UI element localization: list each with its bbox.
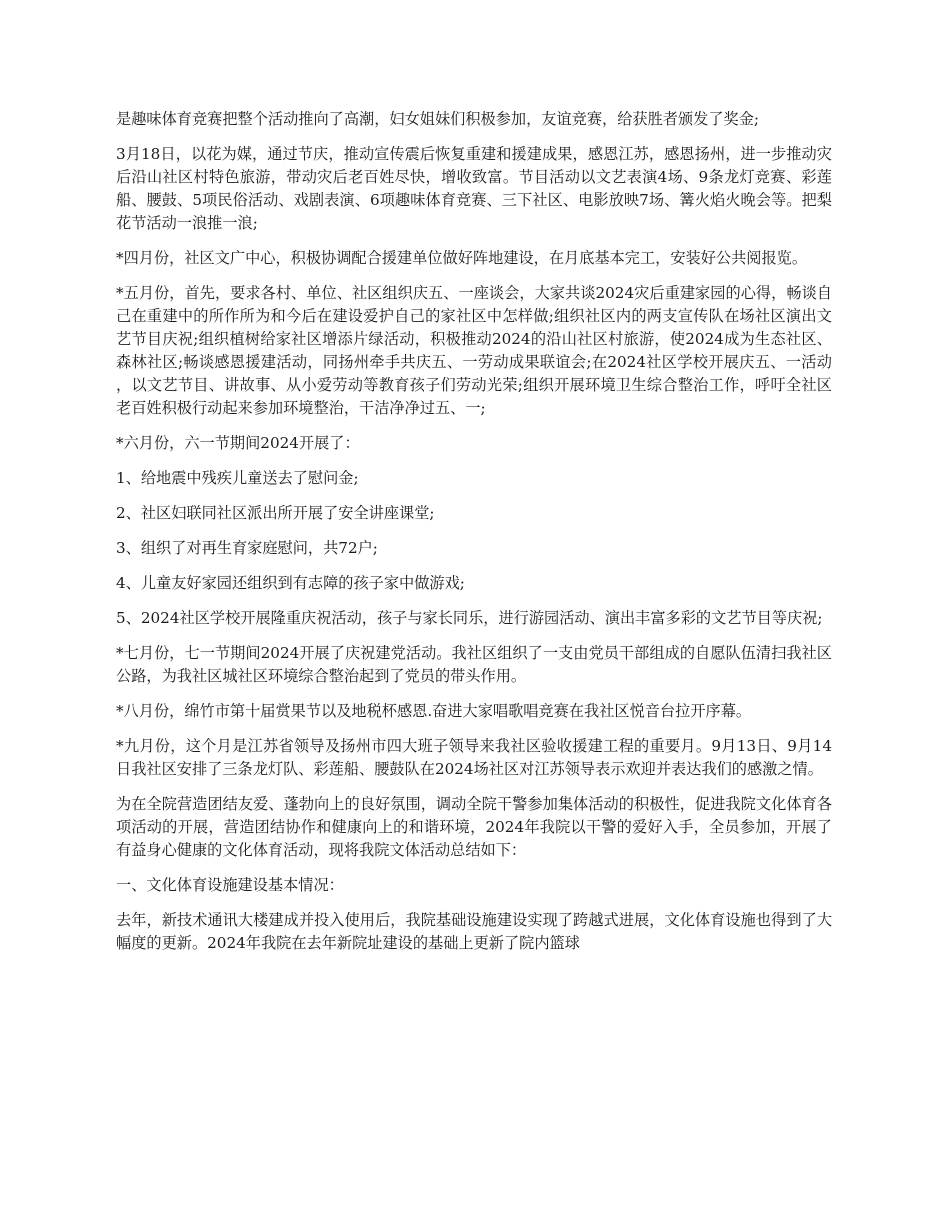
list-item-june-2: 2、社区妇联同社区派出所开展了安全讲座课堂; <box>116 504 435 522</box>
list-item-june-3: 3、组织了对再生育家庭慰问，共72户; <box>116 539 378 557</box>
paragraph-facilities: 去年，新技术通讯大楼建成并投入使用后，我院基础设施建设实现了跨越式进展，文化体育设施也得到了大幅度的更新。2024年我院在去年新院址建设的基础上更新了院内篮球 <box>116 911 832 952</box>
section-heading-facilities: 一、文化体育设施建设基本情况： <box>116 876 344 894</box>
list-item-june-1: 1、给地震中残疾儿童送去了慰问金; <box>116 469 359 487</box>
paragraph-sports-climax: 是趣味体育竞赛把整个活动推向了高潮，妇女姐妹们积极参加，友谊竞赛，给获胜者颁发了奖金; <box>116 110 759 128</box>
paragraph-april: *四月份，社区文广中心，积极协调配合援建单位做好阵地建设，在月底基本完工，安装好公共阅报览。 <box>116 249 808 267</box>
paragraph-march-18: 3月18日，以花为媒，通过节庆，推动宣传震后恢复重建和援建成果，感恩江苏，感恩扬州，进一步推动灾后沿山社区村特色旅游，带动灾后老百姓尽快，增收致富。节目活动以文艺表演4场、9条龙灯竞赛、彩莲船、腰鼓、5项民俗活动、戏剧表演、6项趣味体育竞赛、三下社区、电影放映7场、篝火焰火晚会等。把梨花节活动一浪推一浪; <box>116 145 832 232</box>
paragraph-summary-intro: 为在全院营造团结友爱、蓬勃向上的良好氛围，调动全院干警参加集体活动的积极性，促进我院文化体育各项活动的开展，营造团结协作和健康向上的和谐环境，2024年我院以干警的爱好入手，全员参加，开展了有益身心健康的文化体育活动，现将我院文体活动总结如下： <box>116 795 832 859</box>
document-body <box>116 108 832 967</box>
paragraph-may: *五月份，首先，要求各村、单位、社区组织庆五、一座谈会，大家共谈2024灾后重建家园的心得，畅谈自己在重建中的所作所为和今后在建设爱护自己的家社区中怎样做;组织社区内的两支宣传队在场社区演出文艺节目庆祝;组织植树给家社区增添片绿活动，积极推动2024的沿山社区村旅游，使2024成为生态社区、森林社区;畅谈感恩援建活动，同扬州牵手共庆五、一劳动成果联谊会;在2024社区学校开展庆五、一活动，以文艺节目、讲故事、从小爱劳动等教育孩子们劳动光荣;组织开展环境卫生综合整治工作，呼吁全社区老百姓积极行动起来参加环境整治，干洁净净过五、一; <box>116 284 832 417</box>
list-item-june-4: 4、儿童友好家园还组织到有志障的孩子家中做游戏; <box>116 574 465 592</box>
paragraph-august: *八月份，绵竹市第十届赏果节以及地税杯感恩.奋进大家唱歌唱竞赛在我社区悦音台拉开序幕。 <box>116 702 752 720</box>
list-item-june-5: 5、2024社区学校开展隆重庆祝活动，孩子与家长同乐，进行游园活动、演出丰富多彩的文艺节目等庆祝; <box>116 609 823 627</box>
paragraph-september: *九月份，这个月是江苏省领导及扬州市四大班子领导来我社区验收援建工程的重要月。9月13日、9月14日我社区安排了三条龙灯队、彩莲船、腰鼓队在2024场社区对江苏领导表示欢迎并表达我们的感激之情。 <box>116 737 832 778</box>
paragraph-june-intro: *六月份，六一节期间2024开展了： <box>116 434 360 452</box>
paragraph-july: *七月份，七一节期间2024开展了庆祝建党活动。我社区组织了一支由党员干部组成的自愿队伍清扫我社区公路，为我社区城社区环境综合整治起到了党员的带头作用。 <box>116 644 832 685</box>
